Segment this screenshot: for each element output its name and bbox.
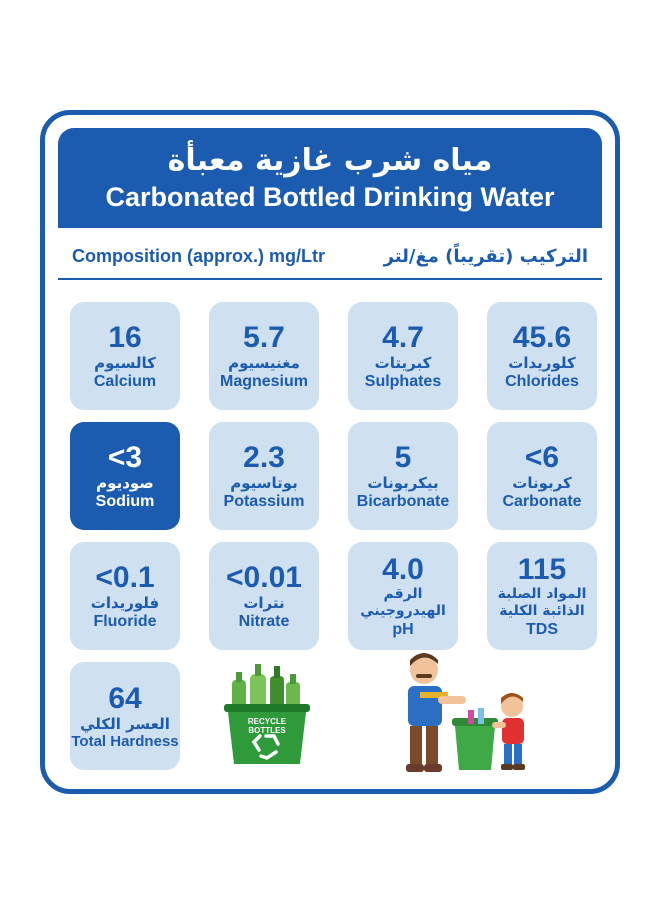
mineral-name-english: Total Hardness: [71, 732, 179, 750]
header-banner: [58, 128, 602, 228]
mineral-name-english: Carbonate: [502, 492, 582, 510]
mineral-tile-chlorides: [487, 302, 597, 410]
recycle-text-line1: RECYCLE: [247, 717, 287, 726]
mineral-tile-calcium: [70, 302, 180, 410]
mineral-name-english: TDS: [526, 620, 558, 638]
mineral-value: <6: [524, 440, 560, 474]
mineral-tile-sulphates: [348, 302, 458, 410]
composition-divider: [58, 278, 602, 280]
mineral-name-arabic: كالسيوم: [94, 353, 156, 372]
child-figure: [492, 693, 525, 770]
mineral-name-arabic: العسر الكلي: [80, 714, 170, 733]
mineral-value: 5.7: [243, 320, 285, 354]
mineral-name-arabic: بيكربونات: [367, 473, 439, 492]
mineral-name-arabic: بوتاسيوم: [230, 473, 298, 492]
mineral-tile-tds: [487, 542, 597, 650]
mineral-value: 64: [108, 681, 142, 715]
mineral-tile-nitrate: [209, 542, 319, 650]
mineral-value: 115: [517, 552, 567, 586]
mineral-name-arabic: صوديوم: [96, 473, 154, 492]
mineral-name-english: Fluoride: [93, 612, 157, 630]
mineral-value: 45.6: [512, 320, 572, 354]
mineral-value: <3: [107, 440, 143, 474]
mineral-tile-total-hardness: [70, 662, 180, 770]
composition-label-english: Composition (approx.) mg/Ltr: [72, 245, 325, 266]
mineral-name-arabic: نترات: [243, 593, 285, 612]
mineral-name-arabic: المواد الصلبة الذائبة الكلية: [497, 585, 587, 619]
mineral-value: <0.01: [226, 560, 302, 594]
family-recycling-illustration: [398, 652, 548, 776]
green-bin-icon: [452, 708, 498, 770]
mineral-name-arabic: كلوريدات: [508, 353, 576, 372]
mineral-name-english: Magnesium: [219, 372, 308, 390]
mineral-value: 4.0: [382, 552, 424, 586]
mineral-value: 5: [394, 440, 412, 474]
mineral-value: 4.7: [382, 320, 424, 354]
mineral-name-arabic: كربونات: [512, 473, 572, 492]
recycle-text-line2: BOTTLES: [248, 726, 286, 735]
adult-figure: [406, 653, 466, 772]
mineral-tile-magnesium: [209, 302, 319, 410]
bottles-icon: [232, 664, 300, 710]
recycle-bin-illustration: [214, 660, 320, 768]
mineral-name-english: Nitrate: [238, 612, 290, 630]
mineral-name-english: Calcium: [93, 372, 157, 390]
mineral-name-arabic: الرقم الهيدروجيني: [360, 585, 446, 619]
mineral-tile-fluoride: [70, 542, 180, 650]
mineral-tile-carbonate: [487, 422, 597, 530]
mineral-name-arabic: فلوريدات: [90, 593, 160, 612]
mineral-name-english: pH: [392, 620, 414, 638]
composition-label-arabic: التركيب (تقريباً) مغ/لتر: [383, 245, 588, 267]
mineral-value: 2.3: [243, 440, 285, 474]
composition-row: [72, 238, 588, 274]
mineral-name-english: Bicarbonate: [356, 492, 450, 510]
title-arabic: مياه شرب غازية معبأة: [167, 143, 493, 178]
mineral-name-english: Sulphates: [364, 372, 442, 390]
mineral-value: <0.1: [95, 560, 155, 594]
mineral-tile-sodium: [70, 422, 180, 530]
mineral-tile-ph: [348, 542, 458, 650]
mineral-tile-bicarbonate: [348, 422, 458, 530]
mineral-tile-potassium: [209, 422, 319, 530]
mineral-name-english: Chlorides: [505, 372, 579, 390]
mineral-name-arabic: كبريتات: [374, 353, 432, 372]
mineral-name-english: Potassium: [223, 492, 305, 510]
title-english: Carbonated Bottled Drinking Water: [105, 182, 555, 212]
mineral-name-english: Sodium: [95, 492, 155, 510]
mineral-value: 16: [108, 320, 142, 354]
mineral-name-arabic: مغنيسيوم: [228, 353, 300, 372]
